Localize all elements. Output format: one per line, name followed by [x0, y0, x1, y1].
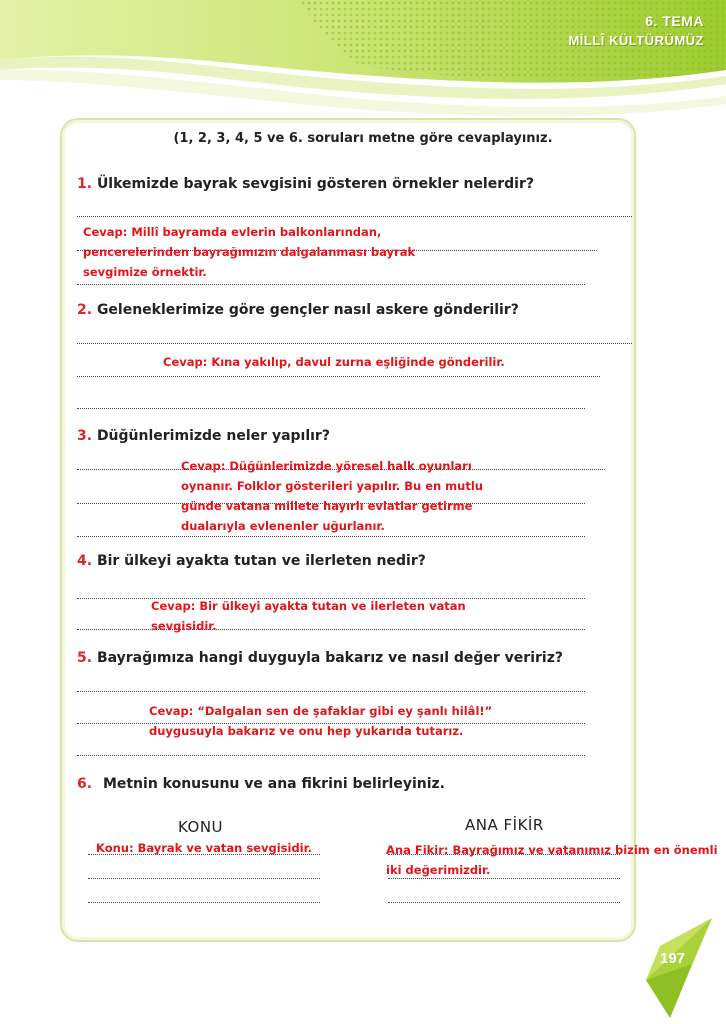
- answer-line-text: Cevap: Bir ülkeyi ayakta tutan ve ilerleten vatan: [151, 599, 466, 613]
- question-1: [77, 176, 534, 192]
- answer-line: [77, 408, 585, 409]
- answer-line: [88, 878, 320, 879]
- answer-line-text: dualarıyla evlenenler uğurlanır.: [181, 519, 385, 533]
- answer-line-text: Cevap: Düğünlerimizde yöresel halk oyunları: [181, 459, 472, 473]
- answer-2: [163, 352, 505, 372]
- page-corner-decoration: [640, 918, 726, 1024]
- answer-line: [88, 902, 320, 903]
- answer-line: [77, 216, 632, 217]
- konu-answer: Konu: Bayrak ve vatan sevgisidir.: [96, 841, 313, 855]
- answer-5: [149, 701, 492, 741]
- question-number: 2.: [77, 302, 93, 318]
- question-text: Bayrağımıza hangi duyguyla bakarız ve nasıl değer veririz?: [96, 650, 563, 666]
- answer-line-text: Cevap: Kına yakılıp, davul zurna eşliğinde gönderilir.: [163, 355, 505, 369]
- question-text: Ülkemizde bayrak sevgisini gösteren örnekler nelerdir?: [96, 176, 534, 192]
- answer-line: [77, 755, 585, 756]
- answer-line-text: sevgisidir.: [151, 619, 217, 633]
- question-number: 3.: [77, 428, 93, 444]
- konu-heading: KONU: [178, 818, 224, 836]
- answer-line-text: duygusuyla bakarız ve onu hep yukarıda tutarız.: [149, 724, 464, 738]
- header-banner: [0, 0, 726, 120]
- ana-fikir-answer: [386, 840, 718, 880]
- question-number: 4.: [77, 553, 93, 569]
- question-text: Geleneklerimize göre gençler nasıl askere gönderilir?: [96, 302, 519, 318]
- answer-line: [77, 376, 600, 377]
- answer-line-text: Cevap: Millî bayramda evlerin balkonlarından,: [83, 225, 382, 239]
- answer-line-text: günde vatana millete hayırlı evlatlar getirme: [181, 499, 473, 513]
- answer-line-text: iki değerimizdir.: [386, 863, 491, 877]
- answer-line: [77, 284, 585, 285]
- answer-line-text: oynanır. Folklor gösterileri yapılır. Bu en mutlu: [181, 479, 483, 493]
- answer-line: [77, 536, 585, 537]
- answer-1: [83, 222, 415, 282]
- question-5: [77, 650, 563, 666]
- answer-line-text: Ana Fikir: Bayrağımız ve vatanımız bizim en önemli: [386, 843, 718, 857]
- question-text: Metnin konusunu ve ana fikrini belirleyiniz.: [102, 776, 445, 792]
- answer-line-text: pencerelerinden bayrağımızın dalgalanması bayrak: [83, 245, 416, 259]
- ana-fikir-heading: ANA FİKİR: [465, 816, 544, 834]
- question-3: [77, 428, 330, 444]
- answer-3: [181, 456, 483, 536]
- theme-name: MİLLÎ KÜLTÜRÜMÜZ: [568, 33, 704, 48]
- answer-line: [388, 902, 620, 903]
- answer-line-text: sevgimize örnektir.: [83, 265, 207, 279]
- question-2: [77, 302, 519, 318]
- question-6: [77, 776, 445, 792]
- question-number: 1.: [77, 176, 93, 192]
- question-text: Bir ülkeyi ayakta tutan ve ilerleten nedir?: [96, 553, 426, 569]
- page-number: 197: [660, 950, 686, 967]
- question-text: Düğünlerimizde neler yapılır?: [96, 428, 330, 444]
- answer-line: [77, 691, 585, 692]
- question-4: [77, 553, 426, 569]
- answer-line-text: Cevap: “Dalgalan sen de şafaklar gibi ey şanlı hilâl!”: [149, 704, 493, 718]
- answer-4: [151, 596, 466, 636]
- question-number: 5.: [77, 650, 93, 666]
- answer-line: [77, 343, 632, 344]
- theme-number: 6. TEMA: [645, 13, 704, 29]
- question-number: 6.: [77, 776, 93, 792]
- instruction: (1, 2, 3, 4, 5 ve 6. soruları metne göre cevaplayınız.: [173, 131, 553, 146]
